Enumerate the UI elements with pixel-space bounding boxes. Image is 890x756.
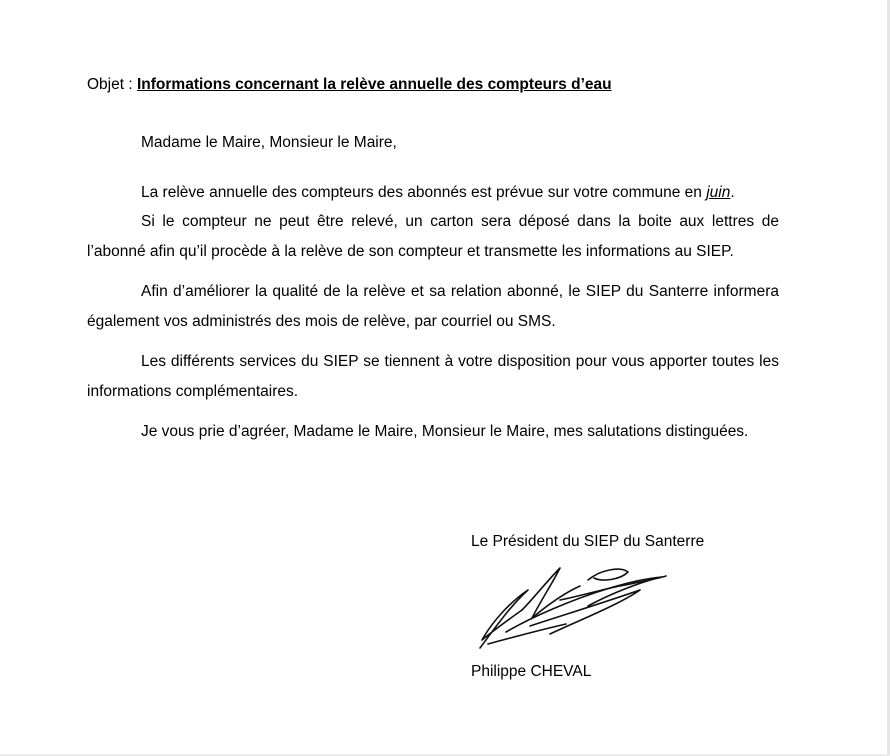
relevé-month: juin xyxy=(706,184,731,201)
paragraph-carton: Si le compteur ne peut être relevé, un carton sera déposé dans la boite aux lettres de l’abonné afin qu’il procède à la relève de son compteur et transmette les informations au SIEP. xyxy=(87,213,779,260)
paragraph-schedule xyxy=(87,178,779,208)
salutation: Madame le Maire, Monsieur le Maire, xyxy=(141,134,397,151)
paragraph-closing: Je vous prie d’agréer, Madame le Maire, Monsieur le Maire, mes salutations distinguées. xyxy=(141,423,749,440)
subject-line xyxy=(87,76,612,94)
subject-title: Informations concernant la relève annuelle des compteurs d’eau xyxy=(136,76,612,93)
paragraph-schedule-end: . xyxy=(730,184,735,201)
paragraph-schedule-text: La relève annuelle des compteurs des abonnés est prévue sur votre commune en xyxy=(141,184,707,201)
signatory-title: Le Président du SIEP du Santerre xyxy=(471,533,705,550)
paragraph-services: Les différents services du SIEP se tiennent à votre disposition pour vous apporter toutes les informations complémentaires. xyxy=(87,353,779,400)
subject-label: Objet : xyxy=(87,76,133,93)
handwritten-signature xyxy=(470,560,670,655)
signatory-name: Philippe CHEVAL xyxy=(471,663,592,680)
paragraph-notification: Afin d’améliorer la qualité de la relève et sa relation abonné, le SIEP du Santerre informera également vos administrés des mois de relève, par courriel ou SMS. xyxy=(87,283,779,330)
